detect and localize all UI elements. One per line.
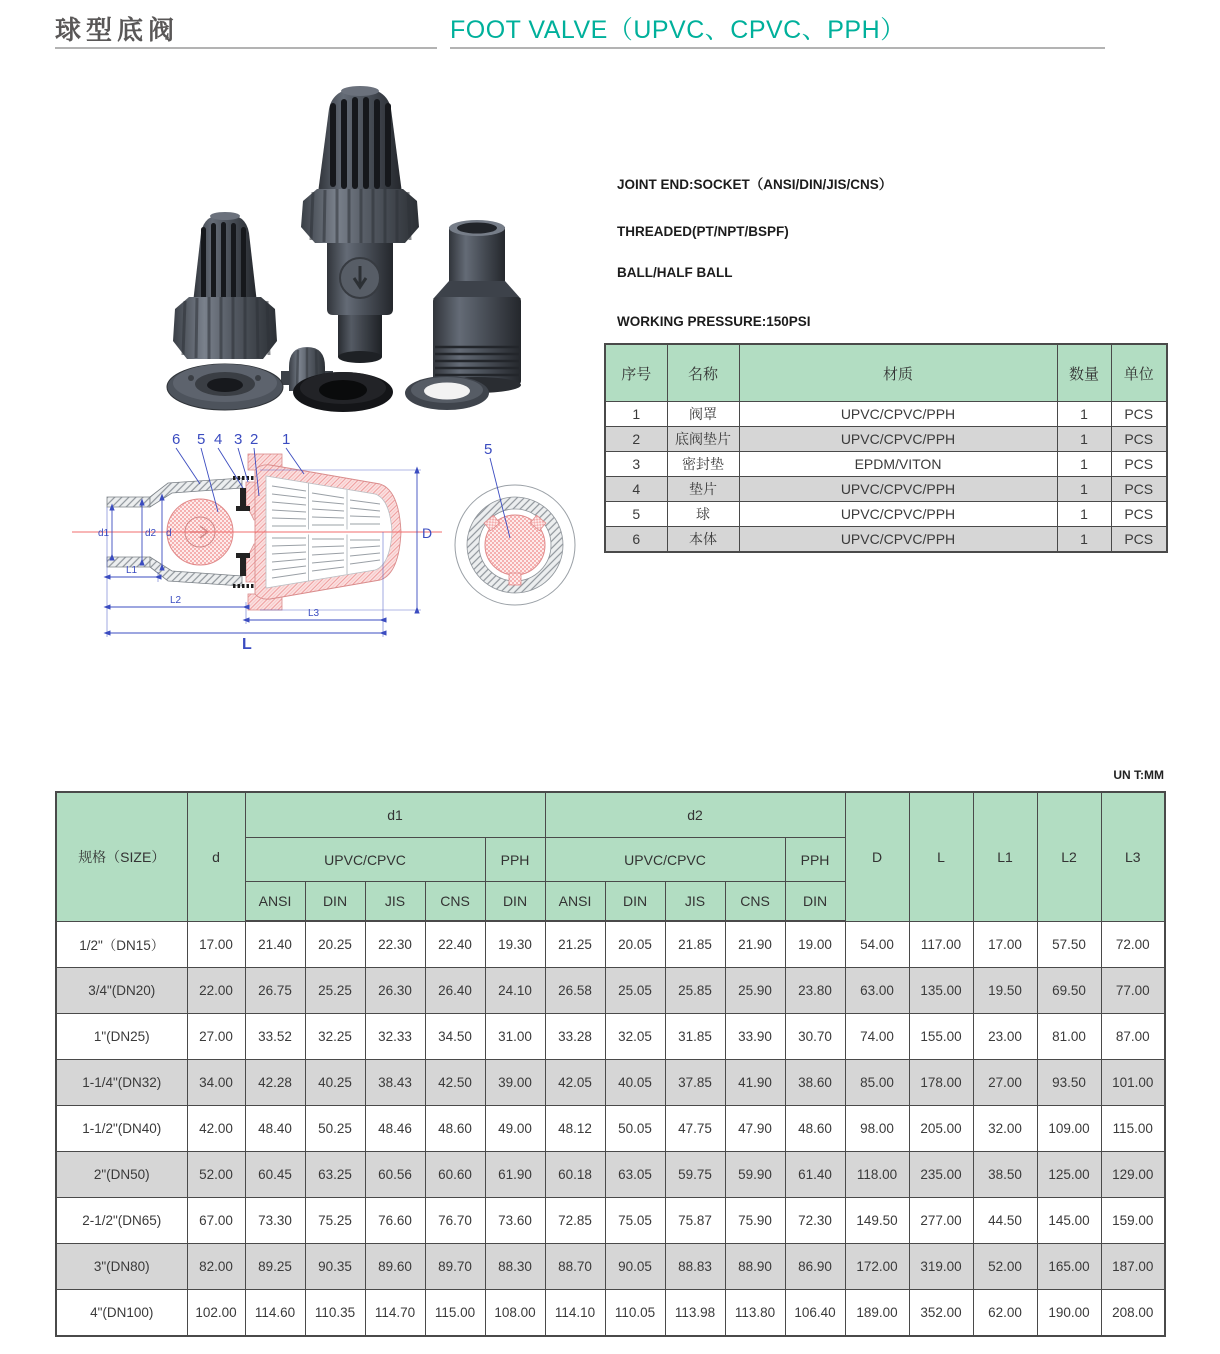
- col-header-d: d: [187, 792, 245, 921]
- dim-table-row-cell: 42.00: [187, 1106, 245, 1152]
- parts-table-row-cell: 1: [605, 402, 667, 427]
- svg-text:6: 6: [172, 431, 181, 448]
- dim-table-row-cell: 277.00: [909, 1198, 973, 1244]
- photo-small-strainer: [173, 212, 277, 359]
- dim-table-row-cell: 63.05: [605, 1152, 665, 1198]
- dim-table-row-cell: 165.00: [1037, 1244, 1101, 1290]
- dim-table-row-cell: 72.30: [785, 1198, 845, 1244]
- dim-table-row-cell: 52.00: [973, 1244, 1037, 1290]
- parts-table-row-cell: 4: [605, 477, 667, 502]
- dim-table-row-cell: 22.40: [425, 921, 485, 968]
- svg-text:2: 2: [250, 431, 259, 448]
- parts-table-row-cell: UPVC/CPVC/PPH: [739, 502, 1057, 527]
- dim-table-row-cell: 32.05: [605, 1014, 665, 1060]
- parts-table-row-cell: 底阀垫片: [667, 427, 739, 452]
- dim-table-row-cell: 60.18: [545, 1152, 605, 1198]
- d2-std-ansi: ANSI: [545, 882, 605, 922]
- dim-table-row-cell: 27.00: [973, 1060, 1037, 1106]
- dim-table-row-cell: 135.00: [909, 968, 973, 1014]
- dim-table-row-cell: 48.12: [545, 1106, 605, 1152]
- dim-table-row-cell: 87.00: [1101, 1014, 1165, 1060]
- dim-table-row-cell: 2-1/2"(DN65): [56, 1198, 187, 1244]
- dim-table-row-cell: 3/4"(DN20): [56, 968, 187, 1014]
- d2-std-pph-din: DIN: [785, 882, 845, 922]
- page-title-en: FOOT VALVE（UPVC、CPVC、PPH）: [450, 16, 906, 44]
- dim-table-row-cell: 25.85: [665, 968, 725, 1014]
- technical-diagram: [50, 412, 630, 667]
- parts-table-row: [605, 452, 1167, 477]
- end-view-callout: 5: [484, 441, 493, 458]
- parts-table-row-cell: 密封垫: [667, 452, 739, 477]
- parts-table-row-cell: 6: [605, 527, 667, 553]
- col-header-L1: L1: [973, 792, 1037, 921]
- dim-table-row-cell: 61.90: [485, 1152, 545, 1198]
- parts-table-row-cell: UPVC/CPVC/PPH: [739, 527, 1057, 553]
- photo-main-valve: [301, 86, 419, 363]
- col-header-D: D: [845, 792, 909, 921]
- dim-table-row-cell: 60.56: [365, 1152, 425, 1198]
- dim-table-row-cell: 48.60: [785, 1106, 845, 1152]
- parts-table-row-cell: 3: [605, 452, 667, 477]
- dim-table-row-cell: 47.90: [725, 1106, 785, 1152]
- dim-table-row-cell: 208.00: [1101, 1290, 1165, 1337]
- dim-table-row-cell: 114.60: [245, 1290, 305, 1337]
- dim-table-row-cell: 85.00: [845, 1060, 909, 1106]
- dim-table-row-cell: 32.25: [305, 1014, 365, 1060]
- dim-table-row-cell: 17.00: [973, 921, 1037, 968]
- d2-std-din: DIN: [605, 882, 665, 922]
- dim-table-row-cell: 32.33: [365, 1014, 425, 1060]
- parts-table-row: [605, 477, 1167, 502]
- dim-table-row-cell: 102.00: [187, 1290, 245, 1337]
- dim-table-row-cell: 33.52: [245, 1014, 305, 1060]
- dim-table-row-cell: 1"(DN25): [56, 1014, 187, 1060]
- dim-table-row-cell: 38.43: [365, 1060, 425, 1106]
- dim-table-row-cell: 90.35: [305, 1244, 365, 1290]
- dim-table-row-cell: 4"(DN100): [56, 1290, 187, 1337]
- d1-std-pph-din: DIN: [485, 882, 545, 922]
- svg-text:d: d: [166, 528, 172, 539]
- parts-table-row-cell: 1: [1057, 402, 1111, 427]
- dim-table-row-cell: 109.00: [1037, 1106, 1101, 1152]
- dim-table-row-cell: 129.00: [1101, 1152, 1165, 1198]
- parts-table-row-cell: 球: [667, 502, 739, 527]
- dim-table-row-cell: 38.50: [973, 1152, 1037, 1198]
- svg-text:L2: L2: [170, 595, 182, 606]
- dim-table-row-cell: 88.83: [665, 1244, 725, 1290]
- dim-table-row-cell: 48.60: [425, 1106, 485, 1152]
- spec-list: [617, 176, 892, 331]
- col-group-d2: d2: [545, 792, 845, 838]
- dim-table-row-cell: 89.70: [425, 1244, 485, 1290]
- dim-table-row-cell: 21.85: [665, 921, 725, 968]
- dim-table-row-cell: 25.05: [605, 968, 665, 1014]
- dim-table-row-cell: 108.00: [485, 1290, 545, 1337]
- parts-table-row-cell: 1: [1057, 477, 1111, 502]
- diagram-end-view: [455, 441, 575, 605]
- dim-table-row-cell: 76.70: [425, 1198, 485, 1244]
- dim-table-row-cell: 33.28: [545, 1014, 605, 1060]
- parts-table-header-row: [605, 344, 1167, 402]
- d2-material-pph: PPH: [785, 838, 845, 882]
- dim-table-row-cell: 63.00: [845, 968, 909, 1014]
- photo-gasket-black-ring: [293, 372, 393, 412]
- dim-table-row-cell: 27.00: [187, 1014, 245, 1060]
- dim-table-row-cell: 61.40: [785, 1152, 845, 1198]
- dim-table-row-cell: 19.00: [785, 921, 845, 968]
- parts-table-row-cell: PCS: [1111, 427, 1167, 452]
- dimension-table: [55, 791, 1166, 1337]
- photo-gasket-gray-ring: [405, 376, 489, 410]
- dim-table-row-cell: 25.90: [725, 968, 785, 1014]
- dim-table-row-cell: 145.00: [1037, 1198, 1101, 1244]
- svg-text:D: D: [422, 525, 433, 541]
- parts-table-row-cell: 1: [1057, 427, 1111, 452]
- parts-table: [604, 343, 1168, 553]
- dim-header-row-1: [56, 792, 1165, 838]
- dim-table-row-cell: 74.00: [845, 1014, 909, 1060]
- dim-table-row-cell: 106.40: [785, 1290, 845, 1337]
- dim-table-row-cell: 49.00: [485, 1106, 545, 1152]
- dim-table-row-cell: 59.75: [665, 1152, 725, 1198]
- parts-table-row-cell: 1: [1057, 527, 1111, 553]
- parts-table-row-cell: PCS: [1111, 402, 1167, 427]
- d2-std-jis: JIS: [665, 882, 725, 922]
- parts-table-row: [605, 527, 1167, 553]
- dim-table-row-cell: 26.75: [245, 968, 305, 1014]
- dim-table-row-cell: 110.05: [605, 1290, 665, 1337]
- dim-table-row-cell: 60.60: [425, 1152, 485, 1198]
- dim-table-row: [56, 1106, 1165, 1152]
- dim-table-row-cell: 86.90: [785, 1244, 845, 1290]
- parts-table-row-cell: 本体: [667, 527, 739, 553]
- dim-table-row-cell: 115.00: [1101, 1106, 1165, 1152]
- dim-table-row-cell: 114.70: [365, 1290, 425, 1337]
- parts-col-index: 序号: [605, 344, 667, 402]
- dim-table-row: [56, 1198, 1165, 1244]
- dim-table-body: [56, 921, 1165, 1336]
- dim-table-row-cell: 81.00: [1037, 1014, 1101, 1060]
- dim-table-row-cell: 98.00: [845, 1106, 909, 1152]
- dim-table-row-cell: 2"(DN50): [56, 1152, 187, 1198]
- dim-table-row-cell: 159.00: [1101, 1198, 1165, 1244]
- dim-table-row-cell: 48.40: [245, 1106, 305, 1152]
- unit-note: UN T:MM: [1113, 768, 1164, 782]
- dim-table-row: [56, 1290, 1165, 1337]
- dim-table-row-cell: 352.00: [909, 1290, 973, 1337]
- d1-std-ansi: ANSI: [245, 882, 305, 922]
- dim-table-row-cell: 77.00: [1101, 968, 1165, 1014]
- svg-text:1: 1: [282, 431, 291, 448]
- dim-table-row-cell: 63.25: [305, 1152, 365, 1198]
- dim-table-row-cell: 21.25: [545, 921, 605, 968]
- parts-table-row-cell: 1: [1057, 502, 1111, 527]
- dim-table-row-cell: 73.60: [485, 1198, 545, 1244]
- dim-table-row-cell: 1-1/4"(DN32): [56, 1060, 187, 1106]
- dim-table-row-cell: 110.35: [305, 1290, 365, 1337]
- parts-table-row-cell: UPVC/CPVC/PPH: [739, 427, 1057, 452]
- parts-table-row: [605, 427, 1167, 452]
- parts-table-row-cell: 阀罩: [667, 402, 739, 427]
- dim-table-row-cell: 19.50: [973, 968, 1037, 1014]
- title-underline-left: [55, 47, 437, 49]
- svg-text:4: 4: [214, 431, 223, 448]
- dim-table-row: [56, 1014, 1165, 1060]
- dim-table-row-cell: 113.80: [725, 1290, 785, 1337]
- title-underline-right: [450, 47, 1105, 49]
- svg-text:d1: d1: [98, 528, 110, 539]
- parts-table-row-cell: PCS: [1111, 452, 1167, 477]
- spec-line: BALL/HALF BALL: [617, 265, 733, 280]
- dim-table-row-cell: 205.00: [909, 1106, 973, 1152]
- parts-table-body: [605, 402, 1167, 553]
- dim-table-row-cell: 88.70: [545, 1244, 605, 1290]
- dim-table-row-cell: 50.05: [605, 1106, 665, 1152]
- dim-table-row-cell: 32.00: [973, 1106, 1037, 1152]
- dim-table-row-cell: 72.00: [1101, 921, 1165, 968]
- dim-table-row-cell: 90.05: [605, 1244, 665, 1290]
- parts-col-qty: 数量: [1057, 344, 1111, 402]
- dim-table-row-cell: 62.00: [973, 1290, 1037, 1337]
- dim-table-row-cell: 75.90: [725, 1198, 785, 1244]
- dim-table-row-cell: 1/2"（DN15）: [56, 921, 187, 968]
- dim-table-row-cell: 38.60: [785, 1060, 845, 1106]
- dim-table-row-cell: 118.00: [845, 1152, 909, 1198]
- col-header-L3: L3: [1101, 792, 1165, 921]
- dim-table-row-cell: 25.25: [305, 968, 365, 1014]
- dim-table-row-cell: 114.10: [545, 1290, 605, 1337]
- dim-table-row-cell: 73.30: [245, 1198, 305, 1244]
- parts-table-row: [605, 502, 1167, 527]
- dim-table-row: [56, 968, 1165, 1014]
- d1-std-cns: CNS: [425, 882, 485, 922]
- dim-table-row-cell: 23.80: [785, 968, 845, 1014]
- parts-table-row-cell: 1: [1057, 452, 1111, 477]
- photo-gasket-disc: [167, 364, 283, 410]
- dim-table-row-cell: 155.00: [909, 1014, 973, 1060]
- dim-table-row-cell: 26.58: [545, 968, 605, 1014]
- dim-table-row-cell: 50.25: [305, 1106, 365, 1152]
- parts-col-material: 材质: [739, 344, 1057, 402]
- parts-table-row-cell: 5: [605, 502, 667, 527]
- parts-table-row-cell: PCS: [1111, 477, 1167, 502]
- dim-table-row-cell: 72.85: [545, 1198, 605, 1244]
- svg-text:5: 5: [197, 431, 206, 448]
- parts-table-row-cell: 2: [605, 427, 667, 452]
- dim-table-row-cell: 39.00: [485, 1060, 545, 1106]
- dim-table-row-cell: 23.00: [973, 1014, 1037, 1060]
- dim-table-row-cell: 93.50: [1037, 1060, 1101, 1106]
- dim-table-row-cell: 1-1/2"(DN40): [56, 1106, 187, 1152]
- dim-table-row-cell: 19.30: [485, 921, 545, 968]
- dim-table-row-cell: 117.00: [909, 921, 973, 968]
- dim-table-row-cell: 57.50: [1037, 921, 1101, 968]
- dim-table-row-cell: 178.00: [909, 1060, 973, 1106]
- dim-table-row-cell: 44.50: [973, 1198, 1037, 1244]
- col-header-size: 规格（SIZE）: [56, 792, 187, 921]
- dim-table-row-cell: 3"(DN80): [56, 1244, 187, 1290]
- dim-table-row-cell: 40.05: [605, 1060, 665, 1106]
- dim-table-row-cell: 89.25: [245, 1244, 305, 1290]
- dim-table-row-cell: 88.90: [725, 1244, 785, 1290]
- dim-table-row-cell: 89.60: [365, 1244, 425, 1290]
- dim-table-row-cell: 41.90: [725, 1060, 785, 1106]
- dim-table-row-cell: 190.00: [1037, 1290, 1101, 1337]
- dim-table-row-cell: 69.50: [1037, 968, 1101, 1014]
- dim-table-row-cell: 37.85: [665, 1060, 725, 1106]
- dim-table-row-cell: 31.85: [665, 1014, 725, 1060]
- col-group-d1: d1: [245, 792, 545, 838]
- dim-table-row-cell: 42.50: [425, 1060, 485, 1106]
- dim-table-row-cell: 149.50: [845, 1198, 909, 1244]
- parts-table-row: [605, 402, 1167, 427]
- parts-col-unit: 单位: [1111, 344, 1167, 402]
- parts-table-row-cell: PCS: [1111, 502, 1167, 527]
- dim-table-row-cell: 20.25: [305, 921, 365, 968]
- d2-std-cns: CNS: [725, 882, 785, 922]
- d1-material-pph: PPH: [485, 838, 545, 882]
- spec-line: JOINT END:SOCKET（ANSI/DIN/JIS/CNS）: [617, 177, 893, 192]
- spec-line: WORKING PRESSURE:150PSI: [617, 314, 811, 329]
- dim-table-row-cell: 115.00: [425, 1290, 485, 1337]
- dim-table-row-cell: 34.50: [425, 1014, 485, 1060]
- dim-table-row-cell: 22.30: [365, 921, 425, 968]
- dim-table-row: [56, 1152, 1165, 1198]
- dim-table-row-cell: 113.98: [665, 1290, 725, 1337]
- page-title-zh: 球型底阀: [55, 15, 180, 45]
- dim-table-row: [56, 921, 1165, 968]
- dim-table-row-cell: 24.10: [485, 968, 545, 1014]
- dim-table-row-cell: 17.00: [187, 921, 245, 968]
- dim-table-row-cell: 125.00: [1037, 1152, 1101, 1198]
- dim-table-row-cell: 67.00: [187, 1198, 245, 1244]
- dim-table-row-cell: 48.46: [365, 1106, 425, 1152]
- d1-std-jis: JIS: [365, 882, 425, 922]
- dim-table-row-cell: 75.25: [305, 1198, 365, 1244]
- product-photo: [95, 75, 555, 420]
- dim-table-row-cell: 34.00: [187, 1060, 245, 1106]
- svg-text:L1: L1: [126, 565, 138, 576]
- dim-table-row-cell: 26.30: [365, 968, 425, 1014]
- parts-table-row-cell: UPVC/CPVC/PPH: [739, 477, 1057, 502]
- svg-text:L: L: [242, 636, 252, 653]
- dim-table-row-cell: 82.00: [187, 1244, 245, 1290]
- dim-table-row-cell: 42.28: [245, 1060, 305, 1106]
- dim-table-row-cell: 21.40: [245, 921, 305, 968]
- d1-std-din: DIN: [305, 882, 365, 922]
- dim-table-row-cell: 76.60: [365, 1198, 425, 1244]
- col-header-L: L: [909, 792, 973, 921]
- dim-table-row-cell: 26.40: [425, 968, 485, 1014]
- dim-table-row-cell: 172.00: [845, 1244, 909, 1290]
- dim-table-row: [56, 1244, 1165, 1290]
- dim-table-row-cell: 47.75: [665, 1106, 725, 1152]
- d2-material-upvc-cpvc: UPVC/CPVC: [545, 838, 785, 882]
- col-header-L2: L2: [1037, 792, 1101, 921]
- dim-table-row-cell: 21.90: [725, 921, 785, 968]
- dim-table-row-cell: 189.00: [845, 1290, 909, 1337]
- dim-table-row: [56, 1060, 1165, 1106]
- photo-socket-adapter: [433, 220, 521, 393]
- dim-table-row-cell: 101.00: [1101, 1060, 1165, 1106]
- dim-table-row-cell: 33.90: [725, 1014, 785, 1060]
- dim-table-row-cell: 60.45: [245, 1152, 305, 1198]
- dim-table-row-cell: 30.70: [785, 1014, 845, 1060]
- dim-table-row-cell: 42.05: [545, 1060, 605, 1106]
- dim-table-row-cell: 22.00: [187, 968, 245, 1014]
- d1-material-upvc-cpvc: UPVC/CPVC: [245, 838, 485, 882]
- dim-table-row-cell: 75.87: [665, 1198, 725, 1244]
- dim-table-row-cell: 319.00: [909, 1244, 973, 1290]
- svg-text:d2: d2: [145, 528, 157, 539]
- dim-table-row-cell: 54.00: [845, 921, 909, 968]
- dim-table-row-cell: 88.30: [485, 1244, 545, 1290]
- dim-table-row-cell: 52.00: [187, 1152, 245, 1198]
- parts-table-row-cell: EPDM/VITON: [739, 452, 1057, 477]
- dim-table-row-cell: 31.00: [485, 1014, 545, 1060]
- dim-table-row-cell: 75.05: [605, 1198, 665, 1244]
- parts-col-name: 名称: [667, 344, 739, 402]
- dim-table-row-cell: 20.05: [605, 921, 665, 968]
- dim-table-row-cell: 187.00: [1101, 1244, 1165, 1290]
- dim-table-row-cell: 235.00: [909, 1152, 973, 1198]
- parts-table-row-cell: 垫片: [667, 477, 739, 502]
- dim-table-row-cell: 40.25: [305, 1060, 365, 1106]
- spec-line: THREADED(PT/NPT/BSPF): [617, 224, 789, 239]
- svg-text:L3: L3: [308, 608, 320, 619]
- svg-text:3: 3: [234, 431, 243, 448]
- dim-table-row-cell: 59.90: [725, 1152, 785, 1198]
- parts-table-row-cell: UPVC/CPVC/PPH: [739, 402, 1057, 427]
- parts-table-row-cell: PCS: [1111, 527, 1167, 553]
